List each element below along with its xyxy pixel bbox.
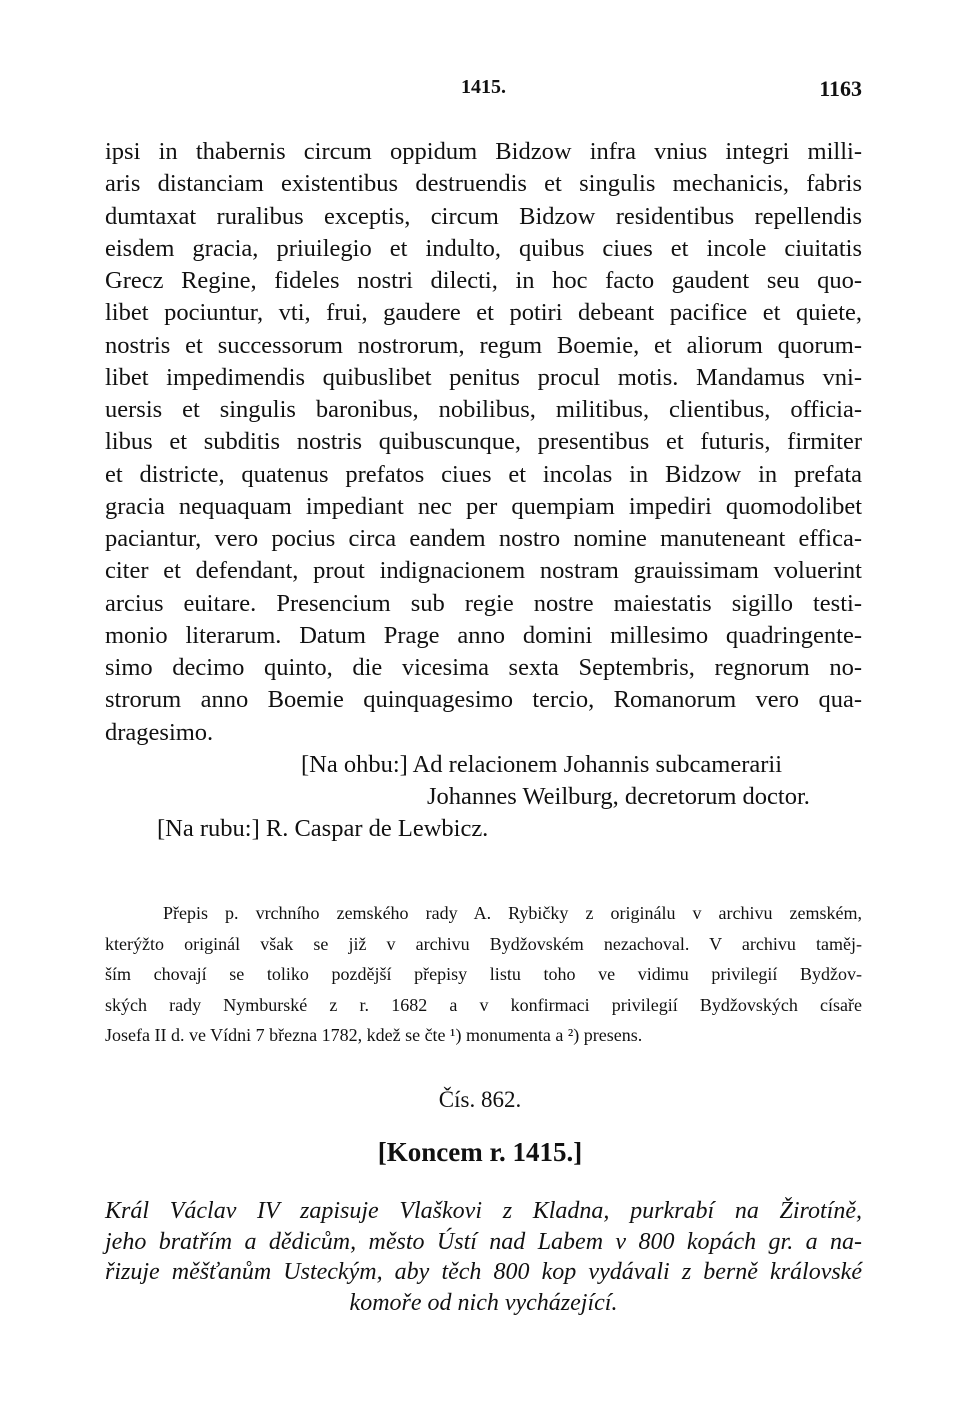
- text-line: aris distanciam existentibus destruendis et singulis mechanicis, fabris: [105, 170, 862, 198]
- text-line: ipsi in thabernis circum oppidum Bidzow infra vnius integri milli-: [105, 138, 862, 165]
- summary-line: komoře od nich vycházející.: [349, 1289, 618, 1316]
- note-line: ším chovají se toliko pozdější přepisy listu toho ve vidimu privilegií Bydžov-: [105, 964, 862, 984]
- signature-line-ohbu: [Na ohbu:] Ad relacionem Johannis subcamerarii: [301, 750, 783, 778]
- text-line: libet pociuntur, vti, frui, gaudere et potiri debeant pacifice et quiete,: [105, 299, 862, 327]
- text-line: nostris et successorum nostrorum, regum Boemie, et aliorum quorum-: [105, 331, 862, 359]
- editorial-note: [105, 898, 862, 1051]
- note-line: Josefa II d. ve Vídni 7 března 1782, kdež se čte ¹) monumenta a ²) presens.: [105, 1025, 643, 1045]
- text-line: strorum anno Boemie quinquagesimo tercio, Romanorum vero qua-: [105, 686, 862, 714]
- note-line: kterýžto originál však se již v archivu Bydžovském nezachoval. V archivu taměj-: [105, 933, 862, 954]
- text-line: dumtaxat ruralibus exceptis, circum Bidzow residentibus repellendis: [105, 202, 862, 230]
- summary-line: Král Václav IV zapisuje Vlaškovi z Kladna, purkrabí na Žirotíně,: [105, 1198, 862, 1224]
- text-line: monio literarum. Datum Prage anno domini millesimo quadringente-: [105, 621, 862, 649]
- text-line: eisdem gracia, priuilegio et indulto, quibus ciues et incole ciuitatis: [105, 234, 862, 262]
- page-header: [105, 76, 862, 106]
- text-line: arcius euitare. Presencium sub regie nostre maiestatis sigillo testi-: [105, 589, 862, 617]
- summary-line: jeho bratřím a dědicům, město Ústí nad Labem v 800 kopách gr. a na-: [105, 1228, 862, 1255]
- text-line: gracia nequaquam impediant nec per quempiam impediri quomodolibet: [105, 492, 862, 520]
- summary-line: řizuje měšťanům Usteckým, aby těch 800 kop vydávali z berně královské: [105, 1259, 862, 1285]
- document-date: [Koncem r. 1415.]: [377, 1137, 583, 1167]
- charter-text: [105, 136, 862, 846]
- text-line: paciantur, vero pocius circa eandem nostro nomine manuteneant effica-: [105, 525, 862, 552]
- signature-line-rubu: [Na rubu:] R. Caspar de Lewbicz.: [157, 815, 489, 843]
- header-year: 1415.: [461, 76, 506, 98]
- text-line: libus et subditis nostris quibuscunque, presentibus et futuris, firmiter: [105, 428, 862, 456]
- text-line: citer et defendant, prout indignacionem nostram grauissimam voluerint: [105, 557, 862, 585]
- note-line: Přepis p. vrchního zemského rady A. Rybičky z originálu v archivu zemském,: [163, 903, 862, 923]
- text-line: et districte, quatenus prefatos ciues et incolas in Bidzow in prefata: [105, 460, 862, 488]
- text-line: libet impedimendis quibuslibet penitus procul motis. Mandamus vni-: [105, 363, 862, 391]
- signature-line-weilburg: Johannes Weilburg, decretorum doctor.: [427, 783, 810, 810]
- text-line: simo decimo quinto, die vicesima sexta Septembris, regnorum no-: [105, 654, 862, 681]
- text-line: Grecz Regine, fideles nostri dilecti, in hoc facto gaudent seu quo-: [105, 267, 862, 294]
- note-line: ských rady Nymburské z r. 1682 a v konfirmaci privilegií Bydžovských císaře: [105, 994, 862, 1015]
- text-line: uersis et singulis baronibus, nobilibus, militibus, clientibus, officia-: [105, 396, 862, 423]
- document-number: Čís. 862.: [438, 1087, 522, 1112]
- page-number: 1163: [819, 76, 862, 101]
- document-summary: [105, 1196, 862, 1318]
- text-line: dragesimo.: [105, 718, 214, 746]
